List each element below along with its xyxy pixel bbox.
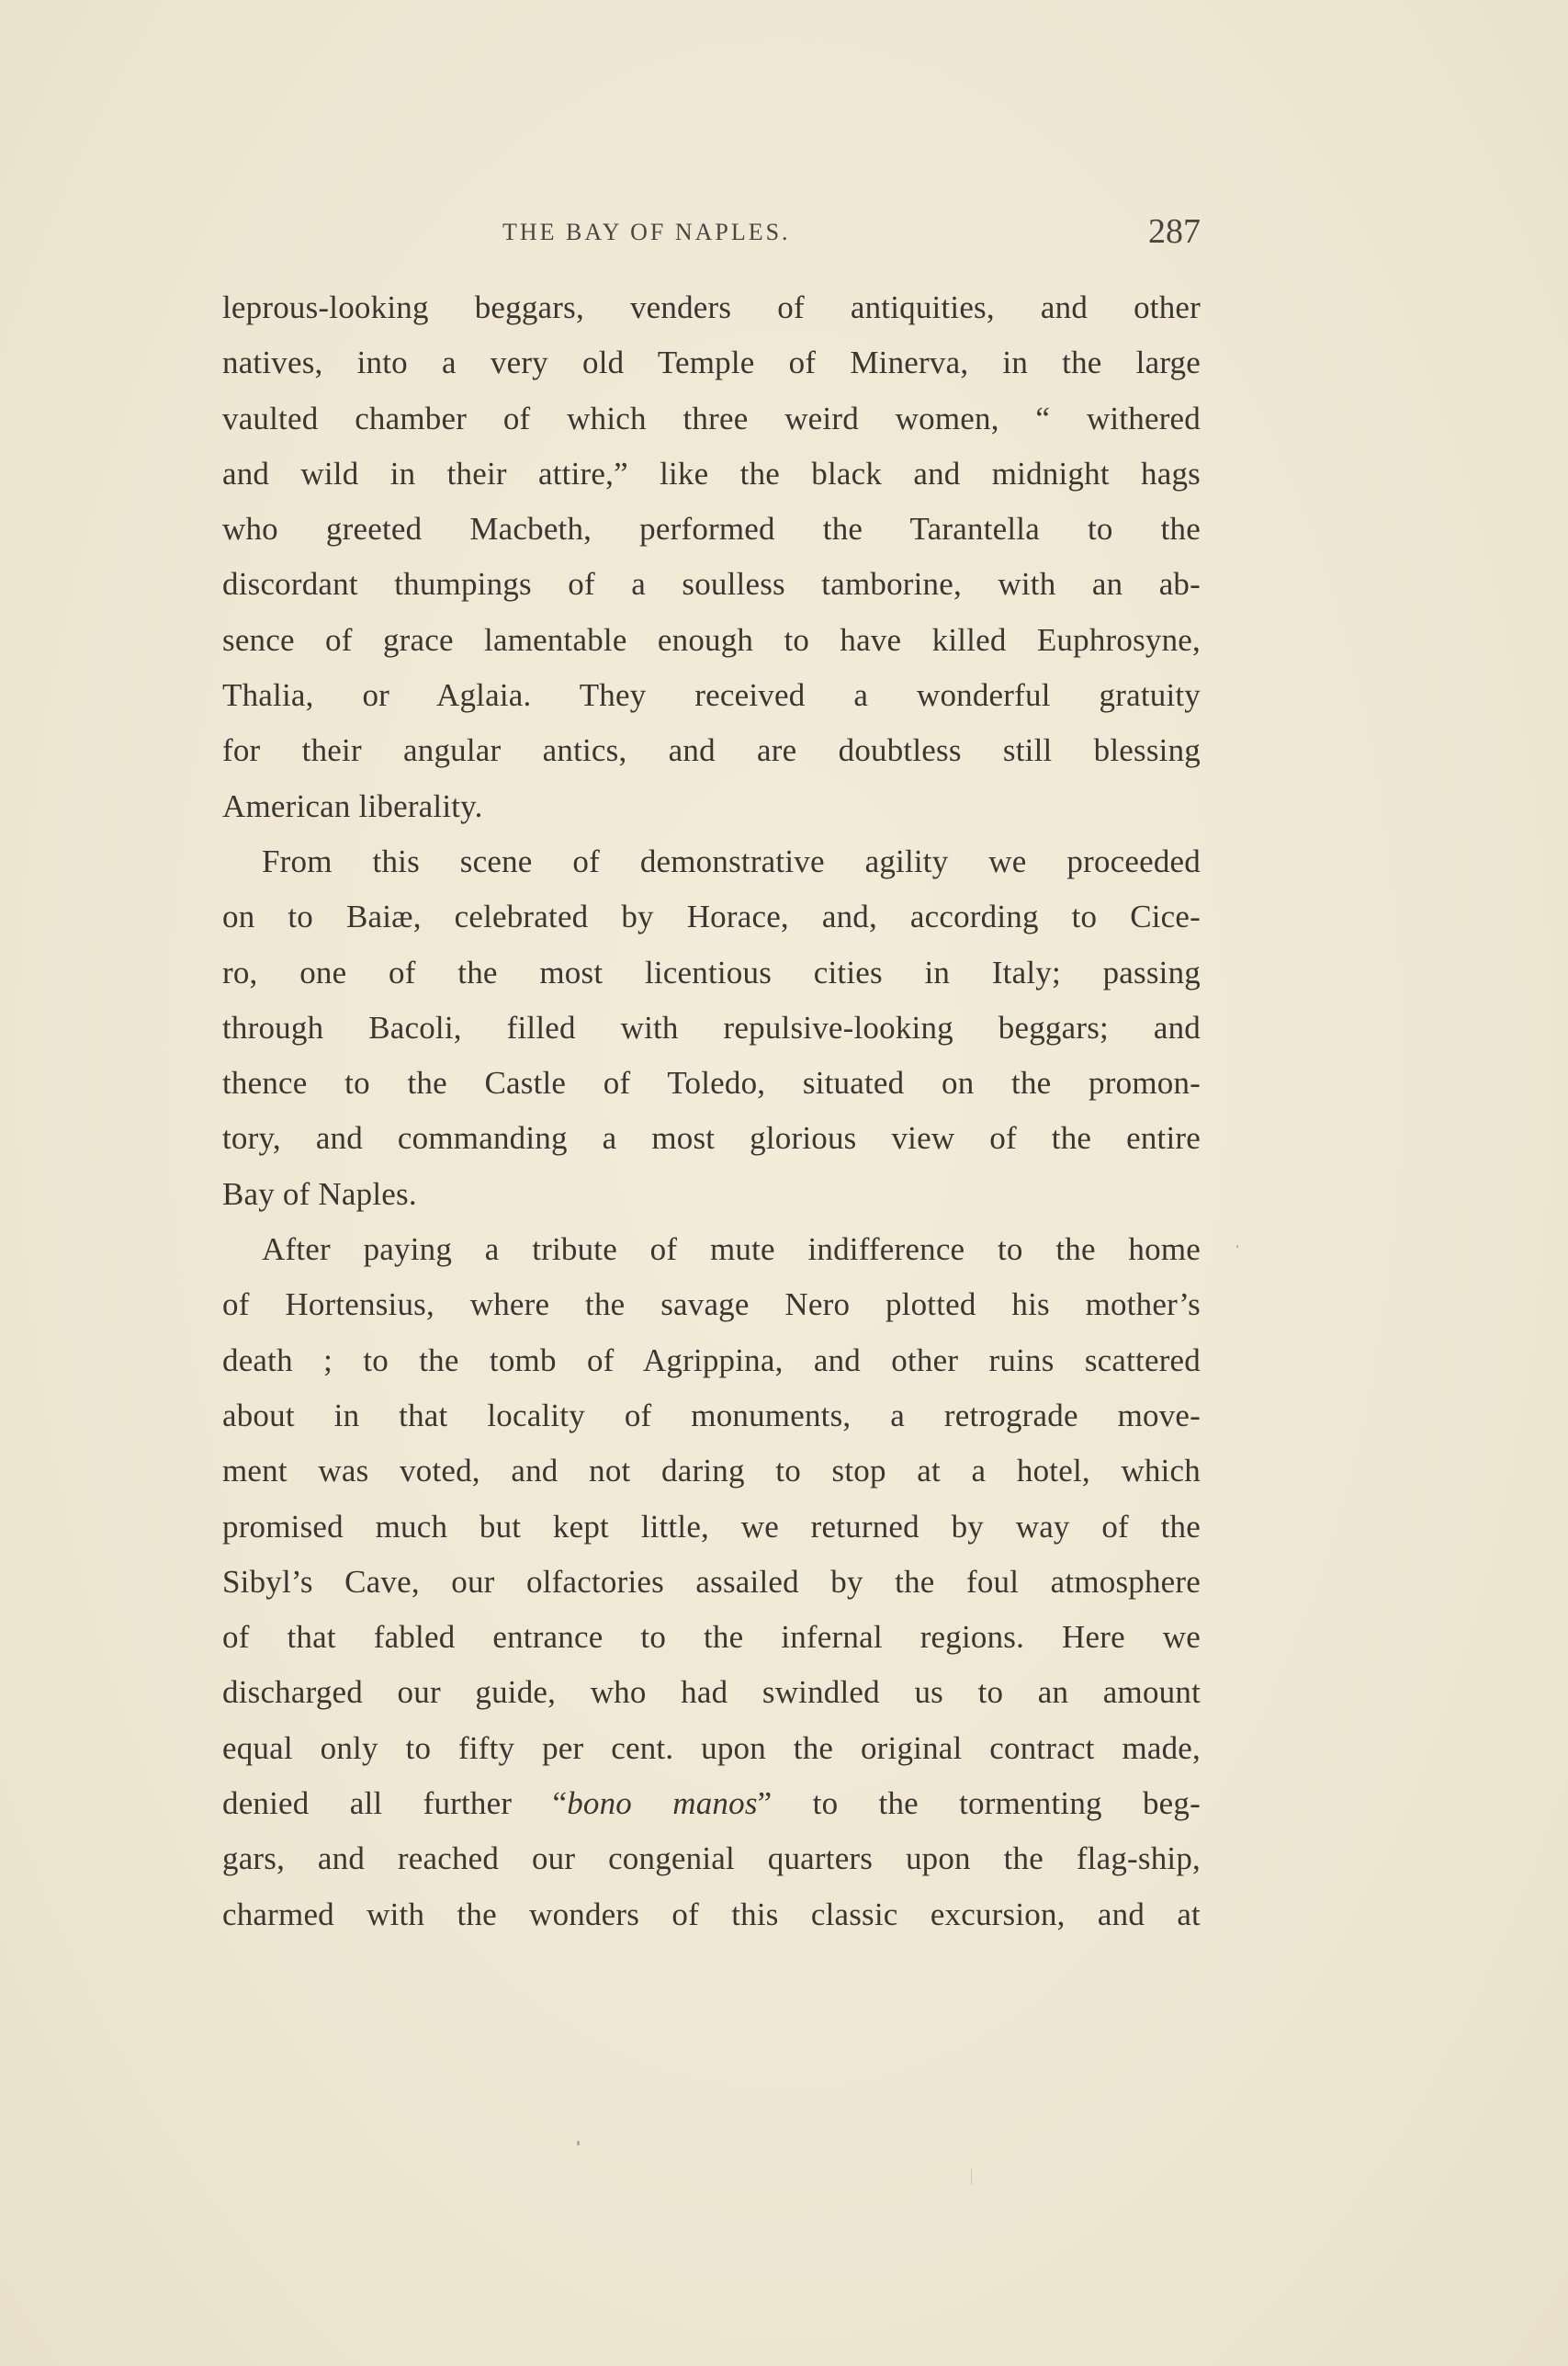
paper-speck bbox=[577, 2141, 580, 2145]
text-line: discordant thumpings of a soulless tamborine, with an ab- bbox=[222, 566, 1201, 603]
text-line: about in that locality of monuments, a retrograde move- bbox=[222, 1397, 1201, 1433]
text-line: tory, and commanding a most glorious view of the entire bbox=[222, 1120, 1201, 1157]
text-line: promised much but kept little, we returned by way of the bbox=[222, 1508, 1201, 1545]
text-line: on to Baiæ, celebrated by Horace, and, according to Cice- bbox=[222, 899, 1201, 935]
text-line: natives, into a very old Temple of Minerva, in the large bbox=[222, 345, 1201, 381]
text-line: leprous-looking beggars, venders of antiquities, and other bbox=[222, 289, 1201, 325]
text-line: Bay of Naples. bbox=[222, 1175, 417, 1212]
text-line: who greeted Macbeth, performed the Tarantella to the bbox=[222, 511, 1201, 548]
page-header bbox=[222, 211, 1201, 255]
text-line: thence to the Castle of Toledo, situated on the promon- bbox=[222, 1065, 1201, 1102]
italic-phrase: bono manos bbox=[567, 1785, 758, 1822]
text-line: charmed with the wonders of this classic excursion, and at bbox=[222, 1896, 1201, 1932]
text-line: Sibyl’s Cave, our olfactories assailed by the foul atmosphere bbox=[222, 1563, 1201, 1600]
text-line: and wild in their attire,” like the black and midnight hags bbox=[222, 455, 1201, 492]
body-text bbox=[222, 280, 1201, 1942]
paragraph-first-line: From this scene of demonstrative agility we proceeded bbox=[262, 843, 1201, 879]
text-line-with-italic bbox=[222, 1776, 1201, 1831]
running-head: THE BAY OF NAPLES. bbox=[502, 219, 791, 245]
text-line: through Bacoli, filled with repulsive-looking beggars; and bbox=[222, 1009, 1201, 1046]
line-segment: ” to the tormenting beg- bbox=[757, 1785, 1201, 1822]
text-line: of that fabled entrance to the infernal regions. Here we bbox=[222, 1619, 1201, 1656]
text-line: for their angular antics, and are doubtless still blessing bbox=[222, 732, 1201, 769]
text-line: ment was voted, and not daring to stop at a hotel, which bbox=[222, 1453, 1201, 1489]
text-line: ro, one of the most licentious cities in Italy; passing bbox=[222, 954, 1201, 991]
text-line: sence of grace lamentable enough to have killed Euphrosyne, bbox=[222, 621, 1201, 658]
page-number: 287 bbox=[1148, 212, 1201, 251]
text-line: gars, and reached our congenial quarters upon the flag-ship, bbox=[222, 1840, 1201, 1877]
text-line: vaulted chamber of which three weird women, “ withered bbox=[222, 400, 1201, 436]
text-line: of Hortensius, where the savage Nero plotted his mother’s bbox=[222, 1286, 1201, 1323]
text-line: equal only to fifty per cent. upon the original contract made, bbox=[222, 1729, 1201, 1766]
text-line: American liberality. bbox=[222, 787, 483, 824]
paragraph-first-line: After paying a tribute of mute indifference to the home bbox=[262, 1231, 1201, 1268]
text-line: Thalia, or Aglaia. They received a wonderful gratuity bbox=[222, 677, 1201, 714]
text-line: discharged our guide, who had swindled us to an amount bbox=[222, 1674, 1201, 1711]
line-segment: denied all further “ bbox=[222, 1785, 568, 1822]
text-line: death ; to the tomb of Agrippina, and other ruins scattered bbox=[222, 1341, 1201, 1378]
paper-speck bbox=[1236, 1245, 1238, 1248]
paper-speck bbox=[971, 2168, 972, 2185]
